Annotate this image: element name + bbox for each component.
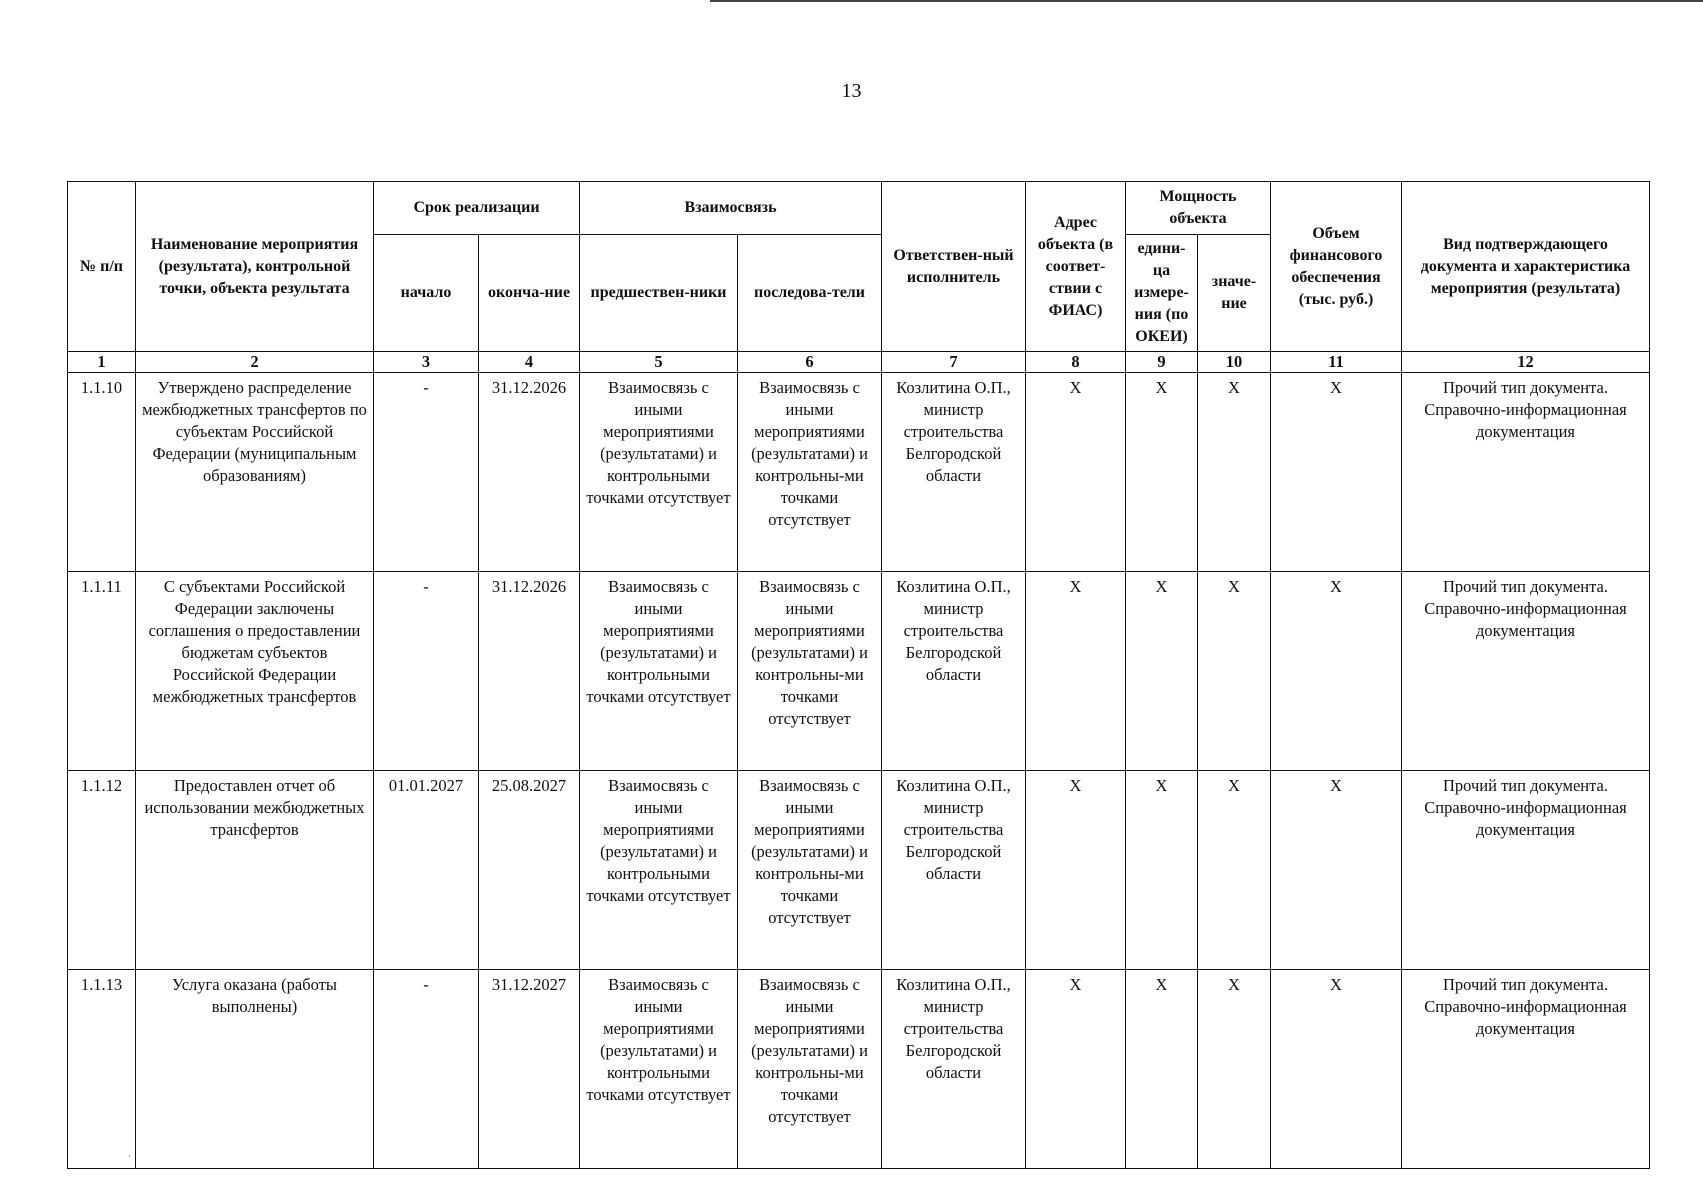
header-start: начало xyxy=(374,235,479,352)
row-finance: X xyxy=(1271,373,1402,572)
row-name: Услуга оказана (работы выполнены) xyxy=(136,970,374,1169)
row-num: 1.1.12 xyxy=(68,771,136,970)
column-number: 4 xyxy=(479,352,580,373)
row-start: - xyxy=(374,373,479,572)
page-number: 13 xyxy=(841,80,862,102)
column-number: 10 xyxy=(1198,352,1271,373)
column-number: 11 xyxy=(1271,352,1402,373)
column-number: 6 xyxy=(738,352,882,373)
row-successors: Взаимосвязь с иными мероприятиями (результатами) и контрольны-ми точками отсутствует xyxy=(738,373,882,572)
row-address: X xyxy=(1026,373,1126,572)
row-start: - xyxy=(374,572,479,771)
row-num: 1.1.13 xyxy=(68,970,136,1169)
row-name: Утверждено распределение межбюджетных трансфертов по субъектам Российской Федерации (муниципальным образованиям) xyxy=(136,373,374,572)
row-unit: X xyxy=(1126,970,1198,1169)
column-number: 1 xyxy=(68,352,136,373)
table-row xyxy=(68,771,1650,970)
table-row xyxy=(68,373,1650,572)
column-number: 8 xyxy=(1026,352,1126,373)
column-number: 2 xyxy=(136,352,374,373)
header-predecessors: предшествен-ники xyxy=(580,235,738,352)
table-row xyxy=(68,970,1650,1169)
row-responsible: Козлитина О.П., министр строительства Белгородской области xyxy=(882,373,1026,572)
row-finance: X xyxy=(1271,572,1402,771)
row-end: 31.12.2027 xyxy=(479,970,580,1169)
row-responsible: Козлитина О.П., министр строительства Белгородской области xyxy=(882,572,1026,771)
row-start: - xyxy=(374,970,479,1169)
header-link-group: Взаимосвязь xyxy=(580,182,882,235)
header-row-1 xyxy=(68,182,1650,235)
row-predecessors: Взаимосвязь с иными мероприятиями (результатами) и контрольными точками отсутствует xyxy=(580,970,738,1169)
activities-table xyxy=(67,181,1650,1169)
row-unit: X xyxy=(1126,572,1198,771)
row-successors: Взаимосвязь с иными мероприятиями (результатами) и контрольны-ми точками отсутствует xyxy=(738,572,882,771)
header-address: Адрес объекта (в соответ-ствии с ФИАС) xyxy=(1026,182,1126,352)
row-unit: X xyxy=(1126,373,1198,572)
row-end: 31.12.2026 xyxy=(479,572,580,771)
row-value: X xyxy=(1198,970,1271,1169)
header-value: значе-ние xyxy=(1198,235,1271,352)
row-document: Прочий тип документа. Справочно-информационная документация xyxy=(1402,373,1650,572)
row-predecessors: Взаимосвязь с иными мероприятиями (результатами) и контрольными точками отсутствует xyxy=(580,771,738,970)
row-start: 01.01.2027 xyxy=(374,771,479,970)
row-address: X xyxy=(1026,572,1126,771)
column-number: 5 xyxy=(580,352,738,373)
row-predecessors: Взаимосвязь с иными мероприятиями (результатами) и контрольными точками отсутствует xyxy=(580,373,738,572)
row-value: X xyxy=(1198,373,1271,572)
header-end: оконча-ние xyxy=(479,235,580,352)
column-number: 3 xyxy=(374,352,479,373)
header-num: № п/п xyxy=(68,182,136,352)
header-name: Наименование мероприятия (результата), контрольной точки, объекта результата xyxy=(136,182,374,352)
row-address: X xyxy=(1026,970,1126,1169)
header-term-group: Срок реализации xyxy=(374,182,580,235)
row-document: Прочий тип документа. Справочно-информационная документация xyxy=(1402,572,1650,771)
row-unit: X xyxy=(1126,771,1198,970)
top-rule xyxy=(710,0,1703,2)
header-finance: Объем финансового обеспечения (тыс. руб.) xyxy=(1271,182,1402,352)
column-number: 9 xyxy=(1126,352,1198,373)
column-number: 12 xyxy=(1402,352,1650,373)
column-number-row xyxy=(68,352,1650,373)
row-num: 1.1.11 xyxy=(68,572,136,771)
row-end: 31.12.2026 xyxy=(479,373,580,572)
table-row xyxy=(68,572,1650,771)
row-address: X xyxy=(1026,771,1126,970)
row-value: X xyxy=(1198,771,1271,970)
scan-mark: ` xyxy=(128,1155,132,1166)
row-successors: Взаимосвязь с иными мероприятиями (результатами) и контрольны-ми точками отсутствует xyxy=(738,970,882,1169)
header-responsible: Ответствен-ный исполнитель xyxy=(882,182,1026,352)
header-successors: последова-тели xyxy=(738,235,882,352)
row-end: 25.08.2027 xyxy=(479,771,580,970)
row-predecessors: Взаимосвязь с иными мероприятиями (результатами) и контрольными точками отсутствует xyxy=(580,572,738,771)
header-document: Вид подтверждающего документа и характеристика мероприятия (результата) xyxy=(1402,182,1650,352)
row-document: Прочий тип документа. Справочно-информационная документация xyxy=(1402,970,1650,1169)
row-finance: X xyxy=(1271,970,1402,1169)
row-value: X xyxy=(1198,572,1271,771)
column-number: 7 xyxy=(882,352,1026,373)
header-unit: едини-ца измере-ния (по ОКЕИ) xyxy=(1126,235,1198,352)
row-finance: X xyxy=(1271,771,1402,970)
row-document: Прочий тип документа. Справочно-информационная документация xyxy=(1402,771,1650,970)
row-name: С субъектами Российской Федерации заключены соглашения о предоставлении бюджетам субъектов Российской Федерации межбюджетных трансфертов xyxy=(136,572,374,771)
row-responsible: Козлитина О.П., министр строительства Белгородской области xyxy=(882,970,1026,1169)
header-power-group: Мощность объекта xyxy=(1126,182,1271,235)
row-name: Предоставлен отчет об использовании межбюджетных трансфертов xyxy=(136,771,374,970)
row-num: 1.1.10 xyxy=(68,373,136,572)
row-successors: Взаимосвязь с иными мероприятиями (результатами) и контрольны-ми точками отсутствует xyxy=(738,771,882,970)
row-responsible: Козлитина О.П., министр строительства Белгородской области xyxy=(882,771,1026,970)
